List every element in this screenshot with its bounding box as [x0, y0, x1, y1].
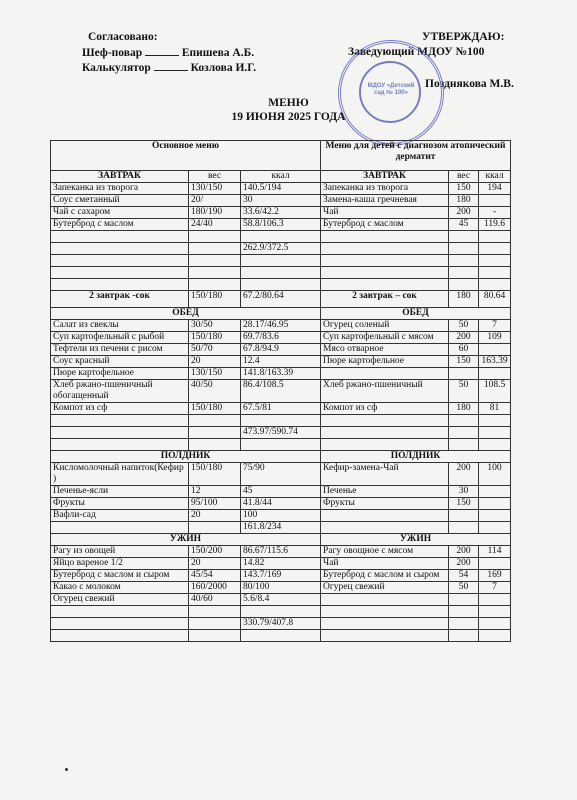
col-kcal: ккал	[241, 171, 321, 183]
cell: Компот из сф	[51, 403, 189, 415]
cell: 160/2000	[189, 582, 241, 594]
section-label: УЖИН	[321, 534, 511, 546]
cell: 2 завтрак -сок	[51, 291, 189, 308]
cell: Суп картофельный с мясом	[321, 332, 449, 344]
total-row	[51, 243, 511, 255]
head-name: Позднякова М.В.	[425, 78, 514, 90]
cell: Чай с сахаром	[51, 207, 189, 219]
section-label: ЗАВТРАК	[321, 171, 449, 183]
empty-row	[51, 279, 511, 291]
cell: 169	[479, 570, 511, 582]
cell: Пюре картофельное	[51, 368, 189, 380]
cell: 100	[479, 463, 511, 486]
table-row	[51, 320, 511, 332]
cell: 200	[449, 332, 479, 344]
cell: 60	[449, 344, 479, 356]
cell: Бутерброд с маслом и сыром	[321, 570, 449, 582]
cell: Соус красный	[51, 356, 189, 368]
menu-table	[50, 140, 511, 642]
cell: Какао с молоком	[51, 582, 189, 594]
agreed-label: Согласовано:	[88, 31, 158, 43]
cell: 30	[449, 486, 479, 498]
cell: 150/180	[189, 291, 241, 308]
cell: 24/40	[189, 219, 241, 231]
cell: 119.6	[479, 219, 511, 231]
table-row	[51, 356, 511, 368]
menu-date: 19 ИЮНЯ 2025 ГОДА	[231, 111, 346, 123]
breakfast-rows	[51, 183, 511, 231]
section-label: ОБЕД	[321, 308, 511, 320]
cell: 28.17/46.95	[241, 320, 321, 332]
total-row	[51, 427, 511, 439]
cell	[479, 498, 511, 510]
cell: 86.67/115.6	[241, 546, 321, 558]
cell	[449, 594, 479, 606]
table-row	[51, 486, 511, 498]
section-row-lunch	[51, 308, 511, 320]
cell: 45	[241, 486, 321, 498]
cell: Яйцо вареное 1/2	[51, 558, 189, 570]
cell: 50	[449, 320, 479, 332]
empty-row	[51, 606, 511, 618]
cell: Чай	[321, 558, 449, 570]
calc-signature	[154, 60, 188, 71]
cell: Запеканка из творога	[321, 183, 449, 195]
dinner-total: 330.79/407.8	[241, 618, 321, 630]
cell: 100	[241, 510, 321, 522]
cell: Рагу из овощей	[51, 546, 189, 558]
cell: 86.4/108.5	[241, 380, 321, 403]
cell	[321, 594, 449, 606]
cell: 150/200	[189, 546, 241, 558]
cell: 180	[449, 291, 479, 308]
table-row	[51, 594, 511, 606]
cell: Замена-каша гречневая	[321, 195, 449, 207]
lunch-total: 473.97/590.74	[241, 427, 321, 439]
chef-signature	[145, 45, 179, 56]
cell: 20	[189, 558, 241, 570]
cell: 81	[479, 403, 511, 415]
calc-name: Козлова И.Г.	[190, 62, 257, 74]
section-label: ПОЛДНИК	[51, 451, 321, 463]
cell: 140.5/194	[241, 183, 321, 195]
cell: Запеканка из творога	[51, 183, 189, 195]
cell: 14.82	[241, 558, 321, 570]
cell: 12	[189, 486, 241, 498]
cell	[479, 368, 511, 380]
cell	[479, 510, 511, 522]
cell: 67.2/80.64	[241, 291, 321, 308]
breakfast-total: 262.9/372.5	[241, 243, 321, 255]
empty-row	[51, 415, 511, 427]
cell: Пюре картофельное	[321, 356, 449, 368]
cell: 95/100	[189, 498, 241, 510]
cell: Огурец свежий	[51, 594, 189, 606]
cell: Бутерброд с маслом	[51, 219, 189, 231]
cell	[449, 510, 479, 522]
cell	[479, 195, 511, 207]
chef-line	[82, 45, 254, 60]
cell: 50	[449, 380, 479, 403]
cell: 150/180	[189, 403, 241, 415]
cell: 80.64	[479, 291, 511, 308]
col-kcal: ккал	[479, 171, 511, 183]
table-row	[51, 207, 511, 219]
cell: 163.39	[479, 356, 511, 368]
cell: 33.6/42.2	[241, 207, 321, 219]
cell: 5.6/8.4	[241, 594, 321, 606]
cell: Хлеб ржано-пшеничный обогащенный	[51, 380, 189, 403]
total-row	[51, 522, 511, 534]
section-row-dinner	[51, 534, 511, 546]
cell: 150	[449, 183, 479, 195]
snack-total: 161.8/234	[241, 522, 321, 534]
cell: Печенье	[321, 486, 449, 498]
cell: 200	[449, 207, 479, 219]
table-row	[51, 403, 511, 415]
cell	[479, 344, 511, 356]
dinner-rows	[51, 546, 511, 606]
cell: Вафли-сад	[51, 510, 189, 522]
section-row-snack	[51, 451, 511, 463]
cell: 180	[449, 403, 479, 415]
cell: 45/54	[189, 570, 241, 582]
right-menu-title: Меню для детей с диагнозом атопический дерматит	[321, 141, 511, 171]
cell: Хлеб ржано-пшеничный	[321, 380, 449, 403]
col-weight: вес	[449, 171, 479, 183]
cell: 130/150	[189, 368, 241, 380]
cell: 150/180	[189, 332, 241, 344]
cell: 20/	[189, 195, 241, 207]
head-title: Заведующий МДОУ №100	[348, 46, 485, 58]
cell: 69.7/83.6	[241, 332, 321, 344]
cell: 150/180	[189, 463, 241, 486]
cell: 200	[449, 546, 479, 558]
section-label: ПОЛДНИК	[321, 451, 511, 463]
cell: 108.5	[479, 380, 511, 403]
table-row	[51, 368, 511, 380]
cell: Фрукты	[51, 498, 189, 510]
cell: Печенье-ясли	[51, 486, 189, 498]
cell: 67.5/81	[241, 403, 321, 415]
cell: 67.8/94.9	[241, 344, 321, 356]
table-row	[51, 183, 511, 195]
cell	[479, 594, 511, 606]
table-row	[51, 510, 511, 522]
cell	[449, 368, 479, 380]
cell: 130/150	[189, 183, 241, 195]
cell: 7	[479, 320, 511, 332]
chef-name: Епишева А.Б.	[181, 47, 255, 59]
page-mark	[65, 768, 68, 771]
table-row	[51, 344, 511, 356]
cell: 20	[189, 510, 241, 522]
left-menu-title: Основное меню	[51, 141, 321, 171]
table-row	[51, 570, 511, 582]
table-row	[51, 463, 511, 486]
cell: 41.8/44	[241, 498, 321, 510]
cell: Рагу овощное с мясом	[321, 546, 449, 558]
cell: 50	[449, 582, 479, 594]
calc-line	[82, 60, 256, 75]
menu-title: МЕНЮ	[268, 97, 309, 109]
cell: Кисломолочный напиток(Кефир )	[51, 463, 189, 486]
cell: 109	[479, 332, 511, 344]
cell: Огурец соленый	[321, 320, 449, 332]
cell: Мясо отварное	[321, 344, 449, 356]
cell: Тефтели из печени с рисом	[51, 344, 189, 356]
second-breakfast-row	[51, 291, 511, 308]
table-row	[51, 498, 511, 510]
empty-row	[51, 439, 511, 451]
total-row	[51, 618, 511, 630]
cell: Бутерброд с маслом	[321, 219, 449, 231]
cell: 40/60	[189, 594, 241, 606]
table-row	[51, 546, 511, 558]
cell: Бутерброд с маслом и сыром	[51, 570, 189, 582]
empty-row	[51, 255, 511, 267]
stamp-text: МДОУ «Детский сад № 100»	[367, 83, 415, 96]
cell: 143.7/169	[241, 570, 321, 582]
cell: -	[479, 207, 511, 219]
cell: Соус сметанный	[51, 195, 189, 207]
approve-label: УТВЕРЖДАЮ:	[422, 31, 505, 43]
cell: 30	[241, 195, 321, 207]
cell: 180	[449, 195, 479, 207]
table-row	[51, 582, 511, 594]
lunch-rows	[51, 320, 511, 415]
empty-row	[51, 231, 511, 243]
cell: 141.8/163.39	[241, 368, 321, 380]
cell: 200	[449, 463, 479, 486]
cell	[321, 510, 449, 522]
cell: 194	[479, 183, 511, 195]
col-weight: вес	[189, 171, 241, 183]
cell: Компот из сф	[321, 403, 449, 415]
cell: Чай	[321, 207, 449, 219]
empty-row	[51, 267, 511, 279]
cell: 58.8/106.3	[241, 219, 321, 231]
cell	[479, 558, 511, 570]
cell: 45	[449, 219, 479, 231]
cell	[321, 368, 449, 380]
cell: 30/50	[189, 320, 241, 332]
section-label: ЗАВТРАК	[51, 171, 189, 183]
cell: 12.4	[241, 356, 321, 368]
calc-label: Калькулятор	[82, 62, 151, 74]
cell: Огурец свежий	[321, 582, 449, 594]
table-row	[51, 219, 511, 231]
cell: 2 завтрак – сок	[321, 291, 449, 308]
chef-label: Шеф-повар	[82, 47, 143, 59]
table-header-row	[51, 141, 511, 171]
cell: 200	[449, 558, 479, 570]
section-label: УЖИН	[51, 534, 321, 546]
snack-rows	[51, 463, 511, 522]
cell: 7	[479, 582, 511, 594]
section-label: ОБЕД	[51, 308, 321, 320]
cell: 114	[479, 546, 511, 558]
empty-row	[51, 630, 511, 642]
table-row	[51, 195, 511, 207]
official-stamp	[338, 40, 444, 146]
cell: 180/190	[189, 207, 241, 219]
cell: 75/90	[241, 463, 321, 486]
cell: 20	[189, 356, 241, 368]
table-row	[51, 380, 511, 403]
cell: Фрукты	[321, 498, 449, 510]
cell: 40/50	[189, 380, 241, 403]
cell	[479, 486, 511, 498]
section-row-breakfast	[51, 171, 511, 183]
cell: 80/100	[241, 582, 321, 594]
cell: Суп картофельный с рыбой	[51, 332, 189, 344]
cell: 50/70	[189, 344, 241, 356]
cell: 150	[449, 498, 479, 510]
cell: Кефир-замена-Чай	[321, 463, 449, 486]
table-row	[51, 558, 511, 570]
cell: 150	[449, 356, 479, 368]
table-row	[51, 332, 511, 344]
cell: Салат из свеклы	[51, 320, 189, 332]
cell: 54	[449, 570, 479, 582]
